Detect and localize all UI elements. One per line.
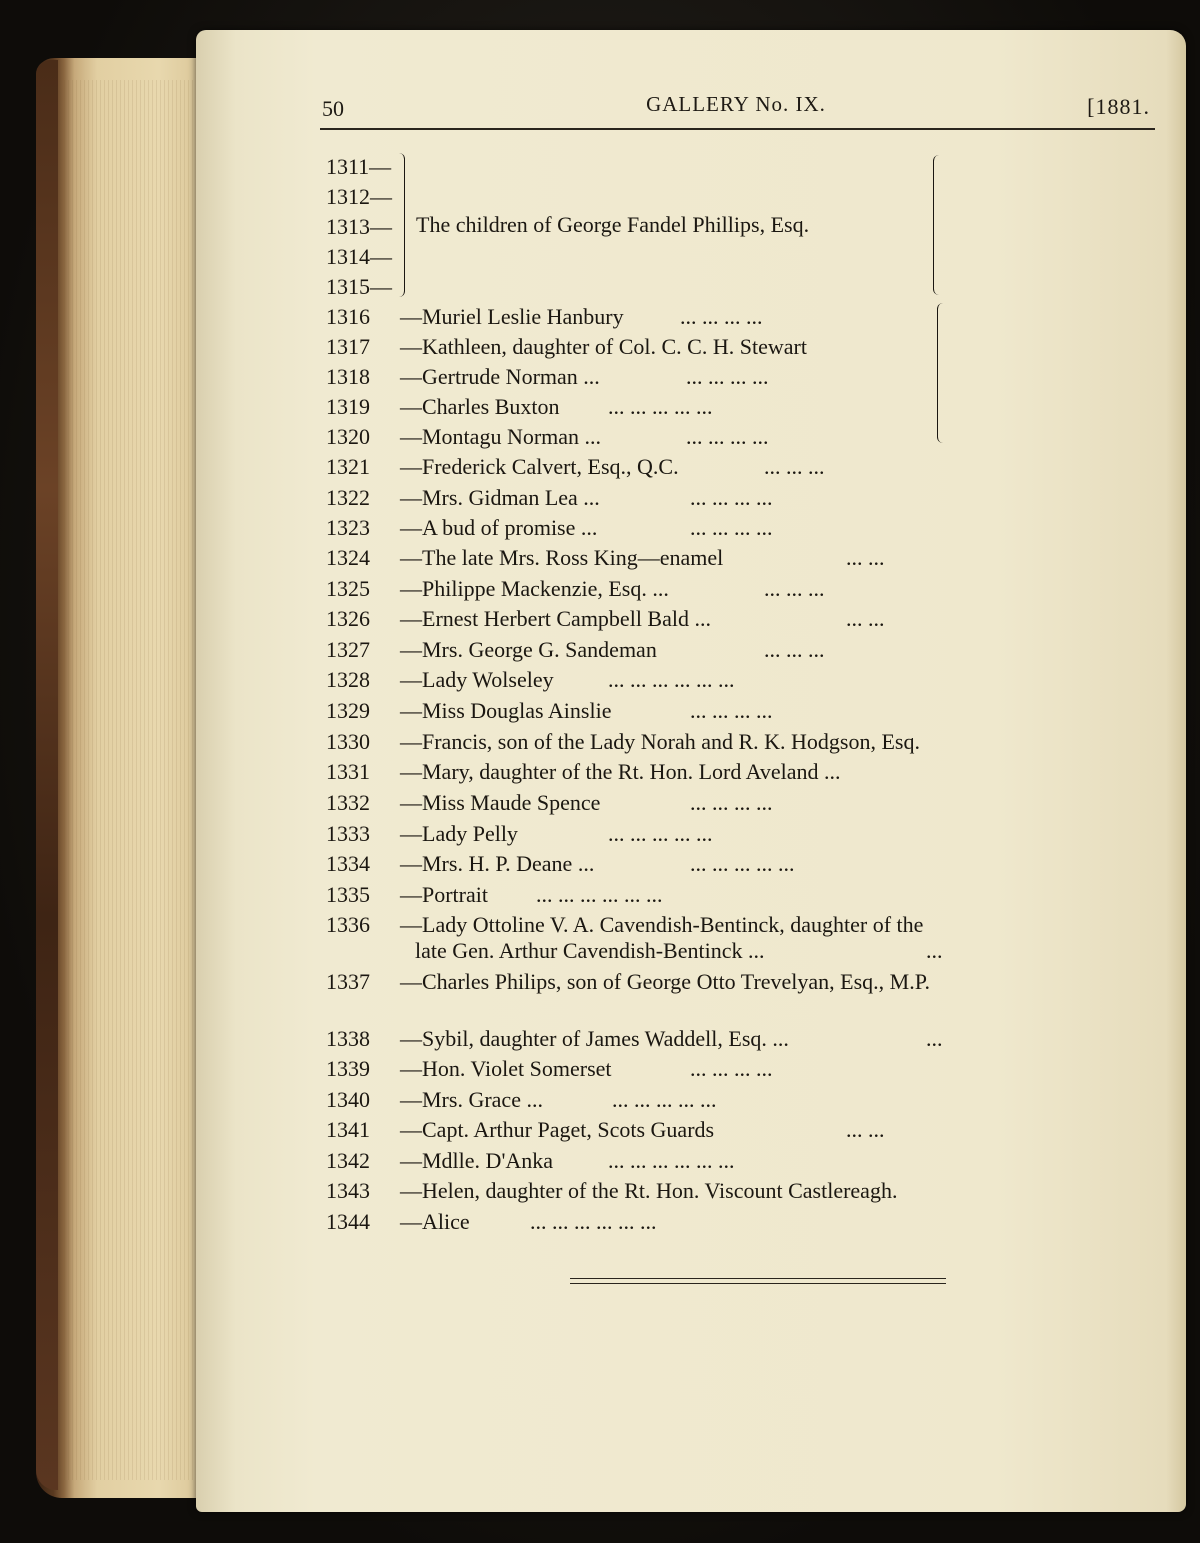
leader-dots: ... ...	[846, 1117, 885, 1142]
leader-dots: ... ... ... ... ... ...	[608, 1148, 735, 1173]
entry-number: 1340	[326, 1087, 370, 1112]
entry-title: —Miss Maude Spence	[400, 790, 601, 815]
entry-title: —Capt. Arthur Paget, Scots Guards	[400, 1117, 715, 1142]
leader-dots: ...	[926, 938, 943, 963]
entry-title: —Mary, daughter of the Rt. Hon. Lord Aveland ...	[400, 759, 841, 784]
entry-number: 1343	[326, 1178, 370, 1203]
leader-dots: ... ... ... ...	[690, 1056, 773, 1081]
entry-title: —Charles Buxton	[400, 394, 560, 419]
entry-number: 1312—	[326, 184, 392, 209]
leader-dots: ... ...	[846, 545, 885, 570]
entry-title: —Lady Wolseley	[400, 667, 554, 692]
leader-dots: ... ... ... ... ...	[612, 1087, 717, 1112]
entry-number: 1317	[326, 334, 370, 359]
leader-dots: ... ... ...	[764, 576, 825, 601]
leader-dots: ... ... ... ... ... ...	[608, 667, 735, 692]
entry-title: —Mrs. Gidman Lea ...	[400, 485, 600, 510]
entry-number: 1328	[326, 667, 370, 692]
entry-number: 1334	[326, 851, 370, 876]
leader-dots: ...	[926, 1026, 943, 1051]
entry-number: 1319	[326, 394, 370, 419]
entry-title: —Francis, son of the Lady Norah and R. K. Hodgson, Esq.	[400, 729, 920, 754]
leader-dots: ... ... ... ...	[686, 364, 769, 389]
entry-title: —Portrait	[400, 882, 488, 907]
entry-title: —Gertrude Norman ...	[400, 364, 600, 389]
entry-title: —Ernest Herbert Campbell Bald ...	[400, 606, 711, 631]
entry-title: —Lady Pelly	[400, 821, 518, 846]
entry-title: —Frederick Calvert, Esq., Q.C.	[400, 454, 679, 479]
entry-number: 1321	[326, 454, 370, 479]
year-label: [1881.	[1087, 94, 1150, 119]
entry-title: —Alice	[400, 1209, 470, 1234]
entry-number: 1344	[326, 1209, 370, 1234]
leader-dots: ... ... ... ... ...	[608, 821, 713, 846]
entry-number: 1336	[326, 912, 370, 937]
leader-dots: ... ... ... ...	[690, 515, 773, 540]
entry-number: 1325	[326, 576, 370, 601]
entry-number: 1329	[326, 698, 370, 723]
leader-dots: ... ... ... ... ...	[690, 851, 795, 876]
leader-dots: ... ... ... ...	[690, 790, 773, 815]
right-brace	[937, 303, 948, 443]
entry-title: —Charles Philips, son of George Otto Trevelyan, Esq., M.P.	[400, 969, 931, 994]
entry-number: 1332	[326, 790, 370, 815]
group-title: The children of George Fandel Phillips, Esq.	[416, 212, 810, 237]
leader-dots: ... ... ...	[764, 637, 825, 662]
entry-number: 1327	[326, 637, 370, 662]
entry-title: —A bud of promise ...	[400, 515, 598, 540]
entry-title: —Montagu Norman ...	[400, 424, 602, 449]
leader-dots: ... ... ... ... ... ...	[536, 882, 663, 907]
leader-dots: ... ... ... ...	[680, 304, 763, 329]
entry-title: —Mdlle. D'Anka	[400, 1148, 554, 1173]
entry-number: 1326	[326, 606, 370, 631]
leader-dots: ... ... ... ...	[690, 698, 773, 723]
entry-number: 1330	[326, 729, 370, 754]
entry-title: —Mrs. Grace ...	[400, 1087, 543, 1112]
entry-title: —Hon. Violet Somerset	[400, 1056, 612, 1081]
entry-number: 1335	[326, 882, 370, 907]
leader-dots: ... ... ...	[764, 454, 825, 479]
end-rule	[570, 1278, 946, 1284]
page-number: 50	[322, 96, 344, 121]
leader-dots: ... ... ... ...	[690, 485, 773, 510]
entry-number: 1342	[326, 1148, 370, 1173]
entry-title: —The late Mrs. Ross King—enamel	[400, 545, 724, 570]
entry-number: 1311—	[326, 154, 392, 179]
entry-title: —Muriel Leslie Hanbury	[400, 304, 624, 329]
leader-dots: ... ...	[846, 606, 885, 631]
entry-title: —Philippe Mackenzie, Esq. ...	[400, 576, 669, 601]
entry-number: 1314—	[326, 244, 392, 269]
entry-number: 1315—	[326, 274, 392, 299]
leader-dots: ... ... ... ...	[686, 424, 769, 449]
entry-number: 1323	[326, 515, 370, 540]
right-brace	[933, 155, 944, 295]
entry-number: 1331	[326, 759, 370, 784]
left-brace	[396, 153, 405, 297]
entry-title-continuation: late Gen. Arthur Cavendish-Bentinck ...	[415, 938, 765, 963]
entry-number: 1313—	[326, 214, 392, 239]
entry-number: 1338	[326, 1026, 370, 1051]
entry-title: —Lady Ottoline V. A. Cavendish-Bentinck, daughter of the	[400, 912, 924, 937]
entry-title: —Miss Douglas Ainslie	[400, 698, 612, 723]
entry-number: 1341	[326, 1117, 370, 1142]
entry-title: —Mrs. George G. Sandeman	[400, 637, 657, 662]
entry-number: 1318	[326, 364, 370, 389]
entry-number: 1316	[326, 304, 370, 329]
leader-dots: ... ... ... ... ...	[608, 394, 713, 419]
entry-number: 1322	[326, 485, 370, 510]
leader-dots: ... ... ... ... ... ...	[530, 1209, 657, 1234]
entry-number: 1324	[326, 545, 370, 570]
entry-number: 1333	[326, 821, 370, 846]
entry-number: 1320	[326, 424, 370, 449]
entry-title: —Mrs. H. P. Deane ...	[400, 851, 595, 876]
entry-title: —Sybil, daughter of James Waddell, Esq. ...	[400, 1026, 789, 1051]
entry-number: 1337	[326, 969, 370, 994]
running-title: GALLERY No. IX.	[646, 92, 826, 116]
entry-title: —Kathleen, daughter of Col. C. C. H. Stewart	[400, 334, 807, 359]
entry-title: —Helen, daughter of the Rt. Hon. Viscount Castlereagh.	[400, 1178, 898, 1203]
entry-number: 1339	[326, 1056, 370, 1081]
